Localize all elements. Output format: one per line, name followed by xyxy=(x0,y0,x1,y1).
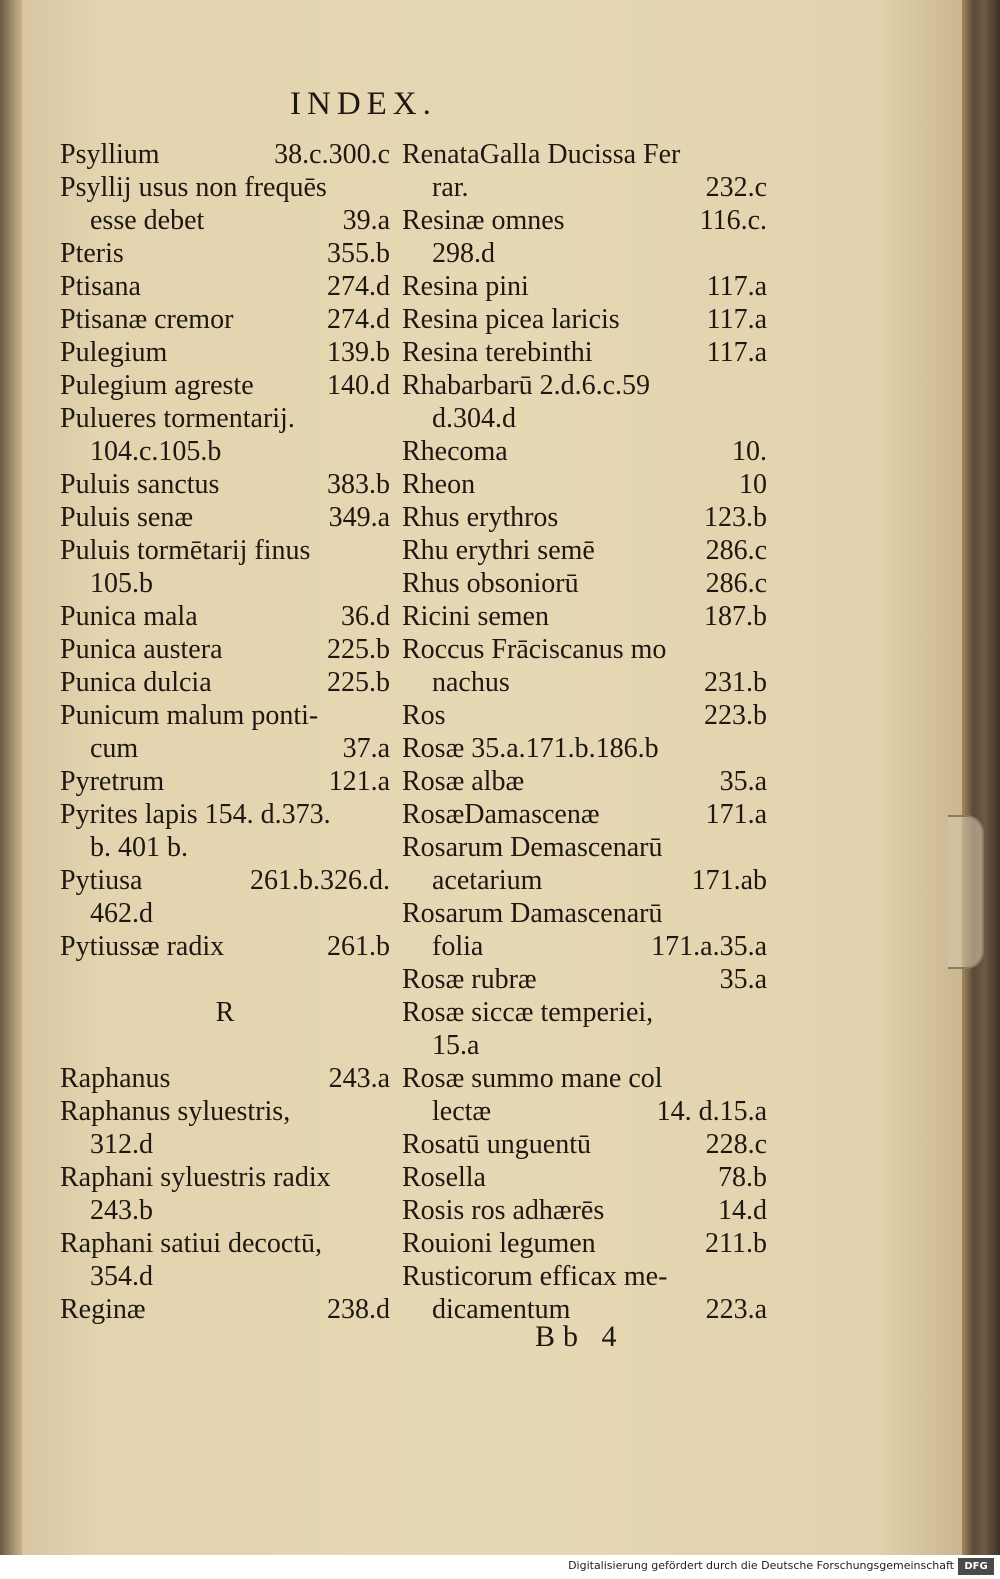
index-entry xyxy=(402,699,767,732)
index-entry xyxy=(402,501,767,534)
index-term: Punicum malum ponti- xyxy=(60,700,319,731)
index-term: Rosarum Demascenarū xyxy=(402,832,663,863)
index-term: Rhabarbarū 2.d.6.c.59 xyxy=(402,370,651,401)
page-reference: 261.b.326.d. xyxy=(250,865,390,896)
index-entry xyxy=(402,963,767,996)
page-reference: 171.a xyxy=(705,799,767,830)
book-edge-right xyxy=(962,0,1000,1555)
page-reference: 117.a xyxy=(706,271,767,302)
index-entry xyxy=(60,831,390,864)
page-reference: 78.b xyxy=(718,1162,767,1193)
index-entry xyxy=(60,336,390,369)
index-term: RosæDamascenæ xyxy=(402,799,600,830)
index-term: Rosella xyxy=(402,1162,486,1193)
index-entry xyxy=(402,831,767,864)
index-entry xyxy=(60,765,390,798)
page-reference: 383.b xyxy=(327,469,390,500)
index-entry xyxy=(402,237,767,270)
index-term: 298.d xyxy=(432,238,495,269)
index-term: Pytiusa xyxy=(60,865,143,896)
index-term: Rosæ albæ xyxy=(402,766,525,797)
index-term: folia xyxy=(432,931,484,962)
index-entry xyxy=(402,171,767,204)
index-entry xyxy=(60,699,390,732)
index-term: Rosæ 35.a.171.b.186.b xyxy=(402,733,659,764)
index-term: Rosatū unguentū xyxy=(402,1129,591,1160)
index-term: esse debet xyxy=(90,205,205,236)
page-reference: 223.b xyxy=(704,700,767,731)
page-reference: 37.a xyxy=(342,733,390,764)
page-reference: 211.b xyxy=(705,1228,767,1259)
index-term: Rosæ siccæ temperiei, xyxy=(402,997,654,1028)
page-reference: 38.c.300.c xyxy=(274,139,390,170)
index-term: rar. xyxy=(432,172,469,203)
page-reference: 231.b xyxy=(704,667,767,698)
page-reference: 116.c. xyxy=(699,205,767,236)
index-term: 354.d xyxy=(90,1261,153,1292)
index-entry xyxy=(402,1227,767,1260)
page-reference: 39.a xyxy=(342,205,390,236)
index-term: Rhecoma xyxy=(402,436,508,467)
page-reference: 35.a xyxy=(719,766,767,797)
index-term: Ricini semen xyxy=(402,601,549,632)
index-term: Pulegium xyxy=(60,337,168,368)
index-entry xyxy=(402,138,767,171)
index-entry xyxy=(60,864,390,897)
index-term: Punica austera xyxy=(60,634,223,665)
index-entry xyxy=(402,1161,767,1194)
page-reference: 123.b xyxy=(704,502,767,533)
index-term: Rosæ rubræ xyxy=(402,964,537,995)
index-entry xyxy=(402,567,767,600)
page-reference: 35.a xyxy=(719,964,767,995)
index-term: Raphanus xyxy=(60,1063,171,1094)
index-term: Resinæ omnes xyxy=(402,205,565,236)
index-term: Pulegium agreste xyxy=(60,370,254,401)
page-reference: 261.b xyxy=(327,931,390,962)
index-term: 105.b xyxy=(90,568,153,599)
index-term: Reginæ xyxy=(60,1294,146,1325)
index-entry xyxy=(60,1260,390,1293)
index-term: Resina terebinthi xyxy=(402,337,593,368)
page-reference: 117.a xyxy=(706,337,767,368)
index-entry xyxy=(402,765,767,798)
page-reference: 286.c xyxy=(705,535,767,566)
dfg-logo: DFG xyxy=(958,1558,994,1575)
index-term: cum xyxy=(90,733,139,764)
index-term: Raphani satiui decoctū, xyxy=(60,1228,323,1259)
index-term: 15.a xyxy=(432,1030,480,1061)
index-entry xyxy=(402,1260,767,1293)
index-term: 312.d xyxy=(90,1129,153,1160)
page-reference: 171.ab xyxy=(691,865,767,896)
index-term: Puluis sanctus xyxy=(60,469,220,500)
index-entry xyxy=(402,600,767,633)
index-term: Rosis ros adhærēs xyxy=(402,1195,605,1226)
index-entry xyxy=(402,369,767,402)
index-term: Psyllium xyxy=(60,139,160,170)
page-reference: 225.b xyxy=(327,667,390,698)
index-entry xyxy=(60,204,390,237)
index-entry xyxy=(60,303,390,336)
page-reference: 243.a xyxy=(328,1063,390,1094)
page-reference: 274.d xyxy=(327,271,390,302)
index-term: Resina picea laricis xyxy=(402,304,620,335)
index-term: Pteris xyxy=(60,238,124,269)
index-entry xyxy=(60,567,390,600)
page-reference: 223.a xyxy=(705,1294,767,1325)
index-term: nachus xyxy=(432,667,510,698)
index-entry xyxy=(60,534,390,567)
index-entry xyxy=(402,1095,767,1128)
index-entry xyxy=(60,270,390,303)
page-reference: 10. xyxy=(732,436,767,467)
index-entry xyxy=(60,138,390,171)
index-entry xyxy=(60,1194,390,1227)
index-entry xyxy=(402,732,767,765)
index-entry xyxy=(402,633,767,666)
index-term: Ptisanæ cremor xyxy=(60,304,234,335)
index-term: Rheon xyxy=(402,469,476,500)
index-entry xyxy=(60,798,390,831)
page-reference: 139.b xyxy=(327,337,390,368)
index-entry xyxy=(402,1062,767,1095)
index-term: Pyrites lapis 154. d.373. xyxy=(60,799,331,830)
index-term: Rouioni legumen xyxy=(402,1228,596,1259)
page-clip xyxy=(948,815,984,969)
index-entry xyxy=(402,897,767,930)
index-entry xyxy=(60,1293,390,1326)
index-entry xyxy=(60,1062,390,1095)
index-entry xyxy=(60,666,390,699)
index-term: Raphanus syluestris, xyxy=(60,1096,291,1127)
page-reference: 121.a xyxy=(328,766,390,797)
index-entry xyxy=(60,732,390,765)
index-term: 462.d xyxy=(90,898,153,929)
index-entry xyxy=(60,237,390,270)
index-term: Rosæ summo mane col xyxy=(402,1063,663,1094)
index-entry xyxy=(60,435,390,468)
section-letter: R xyxy=(215,997,235,1028)
page-reference: 228.c xyxy=(705,1129,767,1160)
page-reference: 140.d xyxy=(327,370,390,401)
index-term: Rosarum Damascenarū xyxy=(402,898,663,929)
index-entry xyxy=(402,996,767,1029)
index-entry xyxy=(60,1227,390,1260)
index-term: Rhus erythros xyxy=(402,502,559,533)
index-entry xyxy=(60,633,390,666)
index-entry xyxy=(402,930,767,963)
index-entry xyxy=(60,1161,390,1194)
index-column-left xyxy=(60,138,390,1326)
index-term: d.304.d xyxy=(432,403,516,434)
index-entry xyxy=(60,171,390,204)
page-reference: 232.c xyxy=(705,172,767,203)
index-term: Rusticorum efficax me- xyxy=(402,1261,668,1292)
index-term: Pulueres tormentarij. xyxy=(60,403,295,434)
index-entry xyxy=(402,798,767,831)
page-reference: 238.d xyxy=(327,1294,390,1325)
index-entry xyxy=(402,270,767,303)
index-term: Punica mala xyxy=(60,601,198,632)
index-entry xyxy=(402,666,767,699)
page-reference: 14. d.15.a xyxy=(656,1096,767,1127)
index-entry xyxy=(60,600,390,633)
index-entry xyxy=(60,1128,390,1161)
page-reference: 14.d xyxy=(718,1195,767,1226)
index-entry xyxy=(402,864,767,897)
index-entry xyxy=(402,1194,767,1227)
index-term: RenataGalla Ducissa Fer xyxy=(402,139,681,170)
index-term: Resina pini xyxy=(402,271,529,302)
index-term: Ptisana xyxy=(60,271,141,302)
index-term: 104.c.105.b xyxy=(90,436,222,467)
index-entry xyxy=(402,402,767,435)
index-entry xyxy=(60,402,390,435)
index-column-right xyxy=(402,138,767,1326)
index-entry xyxy=(402,303,767,336)
page-reference: 117.a xyxy=(706,304,767,335)
index-term: acetarium xyxy=(432,865,543,896)
index-term: Ros xyxy=(402,700,446,731)
page-reference: 355.b xyxy=(327,238,390,269)
page-reference: 349.a xyxy=(328,502,390,533)
page-reference: 286.c xyxy=(705,568,767,599)
index-entry xyxy=(402,1128,767,1161)
page-reference: 36.d xyxy=(341,601,390,632)
index-entry xyxy=(60,930,390,963)
index-term: Raphani syluestris radix xyxy=(60,1162,331,1193)
signature-mark: Bb 4 xyxy=(535,1320,625,1353)
index-term: Rhus obsoniorū xyxy=(402,568,579,599)
index-term: Psyllij usus non frequēs xyxy=(60,172,327,203)
index-entry xyxy=(402,534,767,567)
index-term: Punica dulcia xyxy=(60,667,212,698)
index-entry xyxy=(402,336,767,369)
index-term: b. 401 b. xyxy=(90,832,188,863)
index-entry xyxy=(402,204,767,237)
index-term: Pyretrum xyxy=(60,766,165,797)
index-term: Puluis senæ xyxy=(60,502,194,533)
index-term: Pytiussæ radix xyxy=(60,931,225,962)
page-reference: 225.b xyxy=(327,634,390,665)
index-entry xyxy=(402,1029,767,1062)
index-term: dicamentum xyxy=(432,1294,571,1325)
index-entry xyxy=(60,501,390,534)
index-entry xyxy=(60,1095,390,1128)
page-reference: 10 xyxy=(739,469,767,500)
index-entry xyxy=(402,468,767,501)
index-entry xyxy=(60,468,390,501)
running-head: INDEX. xyxy=(290,86,437,122)
index-term: Roccus Frāciscanus mo xyxy=(402,634,667,665)
page-reference: 274.d xyxy=(327,304,390,335)
index-term: lectæ xyxy=(432,1096,492,1127)
index-term: Puluis tormētarij finus xyxy=(60,535,311,566)
index-term: Rhu erythri semē xyxy=(402,535,595,566)
digitization-footer xyxy=(0,1555,1000,1579)
footer-credit: Digitalisierung gefördert durch die Deutsche Forschungsgemeinschaft xyxy=(568,1559,954,1572)
page-reference: 171.a.35.a xyxy=(651,931,767,962)
index-entry xyxy=(60,369,390,402)
index-entry xyxy=(402,435,767,468)
index-term: 243.b xyxy=(90,1195,153,1226)
index-entry xyxy=(60,897,390,930)
page-reference: 187.b xyxy=(704,601,767,632)
